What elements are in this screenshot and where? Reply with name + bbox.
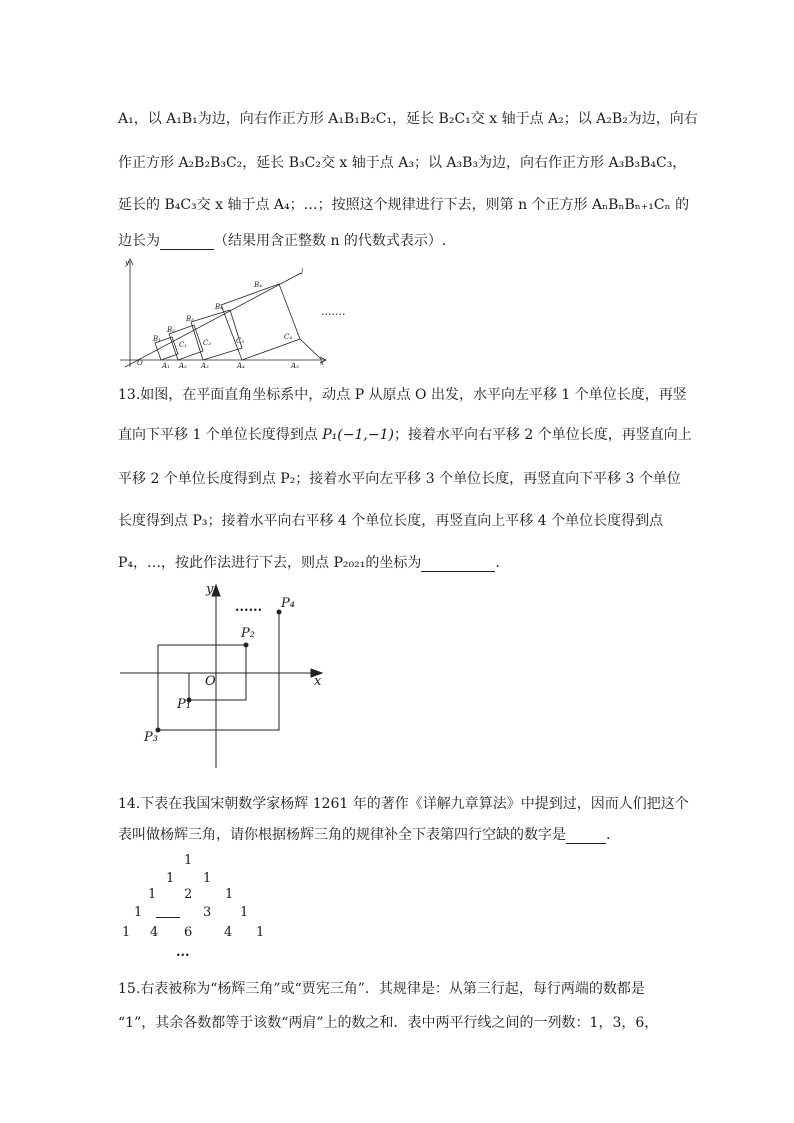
figure-13-ellipsis: ...... xyxy=(235,600,263,615)
p15-line-2: “1”，其余各数都等于该数“两肩”上的数之和．表中两平行线之间的一列数：1，3，6， xyxy=(118,1015,659,1031)
p12-line-4-b: （结果用含正整数 n 的代数式表示）. xyxy=(214,233,447,249)
triangle-r5-c5: 1 xyxy=(256,925,265,940)
p13-line-2-a: 直向下平移 1 个单位长度得到点 xyxy=(118,427,323,443)
label-l: l xyxy=(301,268,304,276)
label-y: y xyxy=(125,259,129,267)
label-a3: A₃ xyxy=(201,362,209,370)
label-p1: P₁ xyxy=(177,697,191,712)
p12-line-4-a: 边长为 xyxy=(118,233,160,249)
triangle-r3-c3: 1 xyxy=(225,887,234,902)
p14-line-2 xyxy=(118,824,610,844)
label-o: O xyxy=(205,674,216,689)
triangle-r4-c1: 1 xyxy=(134,905,143,920)
label-o: O xyxy=(137,359,143,367)
triangle-r5-c3: 6 xyxy=(184,925,193,940)
triangle-r5-c2: 4 xyxy=(150,925,159,940)
label-b1: B₁ xyxy=(153,335,161,343)
label-p4: P₄ xyxy=(281,596,295,611)
triangle-r4-c3: 3 xyxy=(203,905,212,920)
p12-line-1: A₁，以 A₁B₁为边，向右作正方形 A₁B₁B₂C₁，延长 B₂C₁交 x 轴于点 A₂；以 A₂B₂为边，向右 xyxy=(118,111,698,127)
label-b3: B₃ xyxy=(186,315,194,323)
triangle-r2-c1: 1 xyxy=(166,871,175,886)
p13-line-2-c: ；接着水平向右平移 2 个单位长度，再竖直向上 xyxy=(393,427,692,443)
label-b2: B₂ xyxy=(167,326,175,334)
label-b4: B₄ xyxy=(215,303,223,311)
label-b5: B₄ xyxy=(254,281,262,289)
label-c3: C₃ xyxy=(236,337,245,345)
triangle-r2-c2: 1 xyxy=(203,871,212,886)
label-a4: A₄ xyxy=(237,362,245,370)
p13-line-2 xyxy=(118,424,692,444)
triangle-r3-c2: 2 xyxy=(184,887,193,902)
triangle-r4-blank xyxy=(156,905,180,918)
triangle-r4-c4: 1 xyxy=(240,905,249,920)
figure-12-ellipsis: ....... xyxy=(321,305,346,318)
p15-line-1: 15.右表被称为“杨辉三角”或“贾宪三角”．其规律是：从第三行起，每行两端的数都是 xyxy=(118,981,645,997)
p13-line-5 xyxy=(118,552,500,572)
figure-12-labels xyxy=(115,255,345,375)
p1-coordinate: P₁(−1,−1) xyxy=(322,427,394,443)
label-x: x xyxy=(314,674,322,689)
answer-blank-12 xyxy=(160,237,214,250)
label-c1: C₁ xyxy=(179,341,188,349)
answer-blank-13 xyxy=(421,559,495,572)
label-a5: A₅ xyxy=(291,362,299,370)
label-a1: A₁ xyxy=(162,362,170,370)
triangle-r1-c1: 1 xyxy=(184,853,193,868)
triangle-r5-c1: 1 xyxy=(122,925,131,940)
p13-line-4: 长度得到点 P₃；接着水平向右平移 4 个单位长度，再竖直向上平移 4 个单位长度得到点 xyxy=(118,513,664,529)
triangle-ellipsis: ... xyxy=(176,945,190,960)
label-a2: A₂ xyxy=(179,362,187,370)
label-y: y xyxy=(206,582,214,597)
answer-blank-14 xyxy=(566,831,606,844)
p13-line-1: 13.如图，在平面直角坐标系中，动点 P 从原点 O 出发，水平向左平移 1 个单位长度，再竖 xyxy=(118,387,687,403)
p14-line-2-a: 表叫做杨辉三角，请你根据杨辉三角的规律补全下表第四行空缺的数字是 xyxy=(118,827,566,843)
p14-line-1: 14.下表在我国宋朝数学家杨辉 1261 年的著作《详解九章算法》中提到过，因而人们把这个 xyxy=(118,796,689,812)
triangle-r3-c1: 1 xyxy=(148,887,157,902)
label-x: x xyxy=(320,359,324,367)
p12-line-4 xyxy=(118,230,446,250)
label-c2: C₂ xyxy=(203,339,212,347)
label-p3: P₃ xyxy=(144,730,158,745)
p13-line-5-b: . xyxy=(495,555,500,571)
label-c4: C₄ xyxy=(284,333,293,341)
triangle-r5-c4: 4 xyxy=(224,925,233,940)
figure-13-labels xyxy=(115,580,345,770)
p13-line-5-a: P₄，…，按此作法进行下去，则点 P₂₀₂₁的坐标为 xyxy=(118,555,422,571)
label-p2: P₂ xyxy=(241,626,255,641)
p12-line-2: 作正方形 A₂B₂B₃C₂，延长 B₃C₂交 x 轴于点 A₃；以 A₃B₃为边，向右作正方形 A₃B₃B₄C₃， xyxy=(118,155,687,171)
p14-line-2-b: . xyxy=(606,827,611,843)
p12-line-3: 延长的 B₄C₃交 x 轴于点 A₄；…；按照这个规律进行下去，则第 n 个正方形 AₙBₙBₙ₊₁Cₙ 的 xyxy=(118,197,690,213)
p13-line-3: 平移 2 个单位长度得到点 P₂；接着水平向左平移 3 个单位长度，再竖直向下平移 3 个单位 xyxy=(118,471,681,487)
